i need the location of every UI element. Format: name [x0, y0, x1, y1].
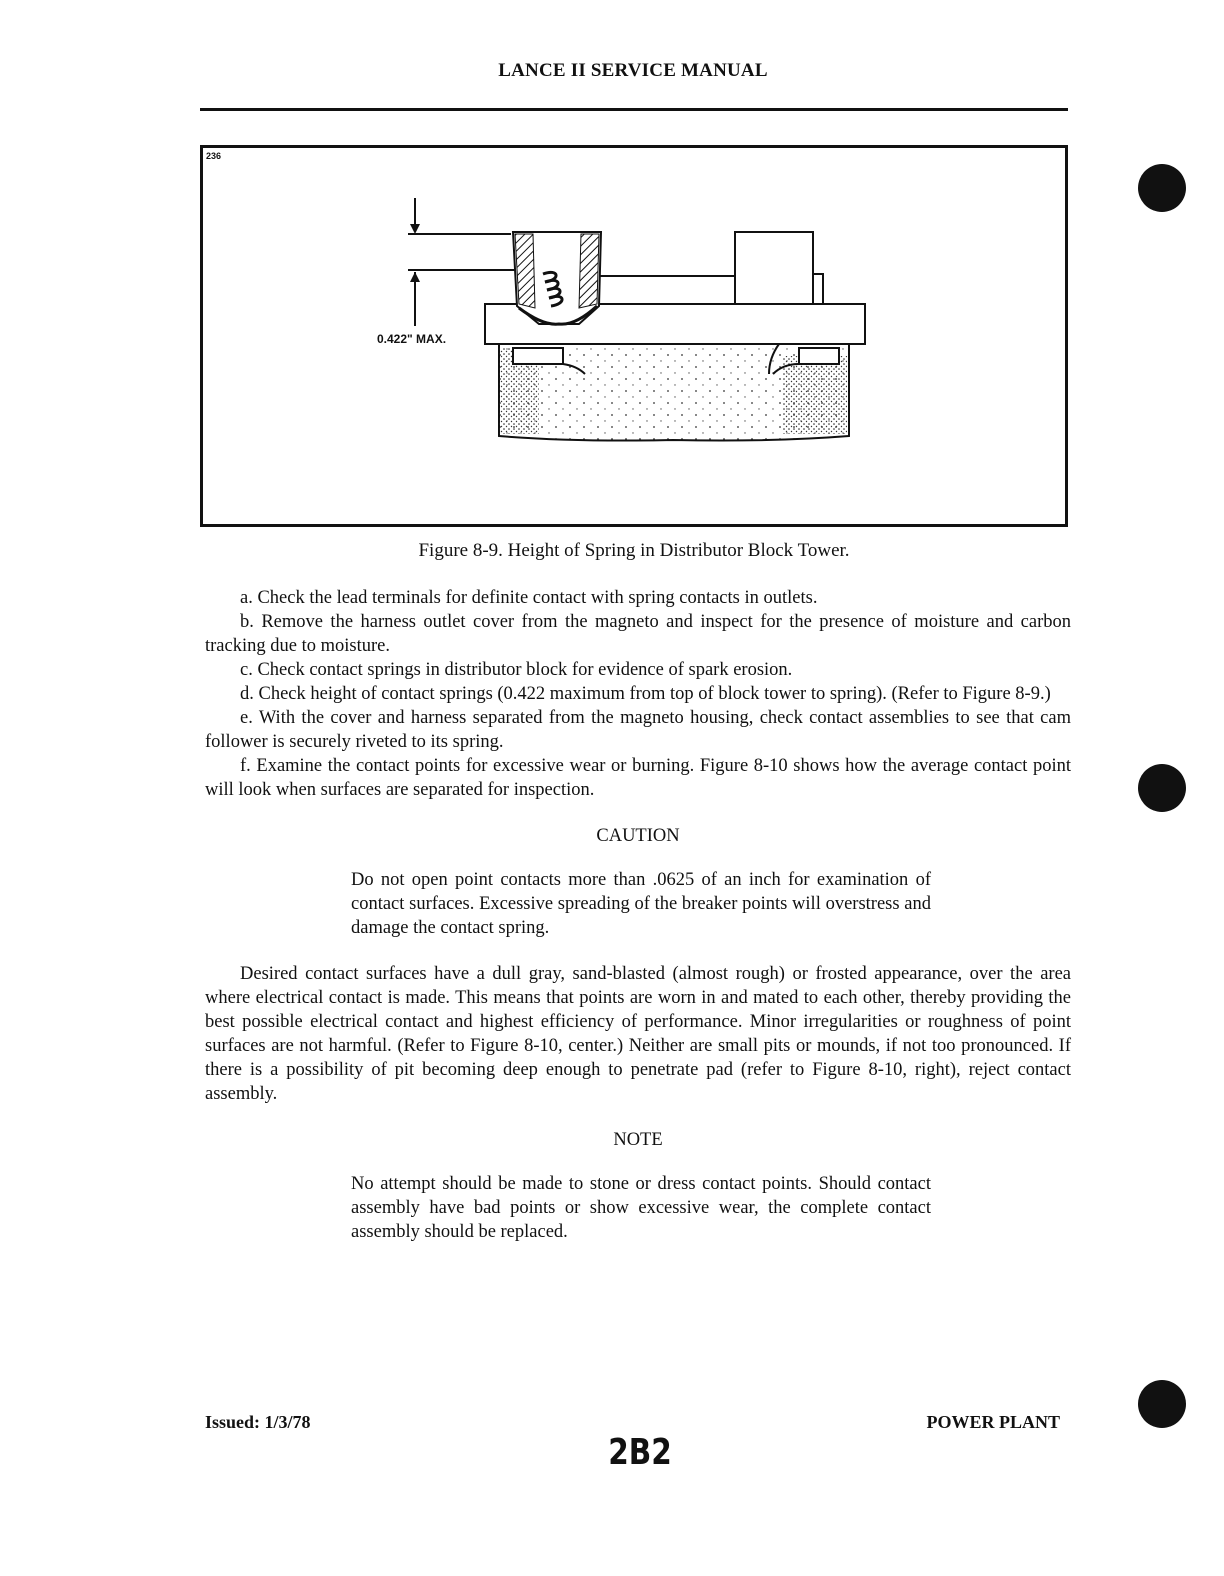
figure-caption: Figure 8-9. Height of Spring in Distributor Block Tower. [418, 540, 850, 561]
note-heading: NOTE [613, 1130, 663, 1150]
distributor-block-drawing [203, 148, 1065, 524]
dimension-label: 0.422" MAX. [377, 332, 447, 346]
step-c: c. Check contact springs in distributor block for evidence of spark erosion. [240, 660, 793, 680]
step-b: b. Remove the harness outlet cover from the magneto and inspect for the presence of moisture and carbon tracking due to moisture. [205, 612, 1071, 656]
caution-heading: CAUTION [596, 826, 680, 846]
figure-id: 236 [206, 151, 222, 161]
step-f: f. Examine the contact points for excessive wear or burning. Figure 8-10 shows how the average contact point will look when surfaces are separated for inspection. [205, 756, 1071, 800]
body-text [205, 586, 1071, 1244]
contact-surfaces-paragraph: Desired contact surfaces have a dull gray, sand-blasted (almost rough) or frosted appearance, over the area where electrical contact is made. This means that points are worn in and mated to each other, thereby providing the best possible electrical contact and highest efficiency of performance. Minor irregularities or roughness of point surfaces are not harmful. (Refer to Figure 8-10, center.) Neither are small pits or mounds, if not too pronounced. If there is a possibility of pit becoming deep enough to penetrate pad (refer to Figure 8-10, right), reject contact assembly. [205, 964, 1071, 1104]
step-a: a. Check the lead terminals for definite contact with spring contacts in outlets. [240, 588, 818, 608]
section-name: POWER PLANT [926, 1412, 1060, 1432]
page-number: 2B2 [608, 1432, 672, 1473]
step-d: d. Check height of contact springs (0.422 maximum from top of block tower to spring). (Refer to Figure 8-9.) [240, 684, 1051, 704]
note-text: No attempt should be made to stone or dress contact points. Should contact assembly have bad points or show excessive wear, the complete contact assembly should be replaced. [351, 1174, 931, 1242]
binder-hole-top [1138, 164, 1186, 212]
header-rule [200, 108, 1068, 111]
step-e: e. With the cover and harness separated from the magneto housing, check contact assemblies to see that cam follower is securely riveted to its spring. [205, 708, 1071, 752]
page-header: LANCE II SERVICE MANUAL [498, 60, 768, 81]
binder-hole-middle [1138, 764, 1186, 812]
binder-hole-bottom [1138, 1380, 1186, 1428]
caution-text: Do not open point contacts more than .0625 of an inch for examination of contact surfaces. Excessive spreading of the breaker points will overstress and damage the contact spring. [351, 870, 931, 938]
figure-8-9 [200, 145, 1068, 527]
issued-date: Issued: 1/3/78 [205, 1412, 311, 1432]
